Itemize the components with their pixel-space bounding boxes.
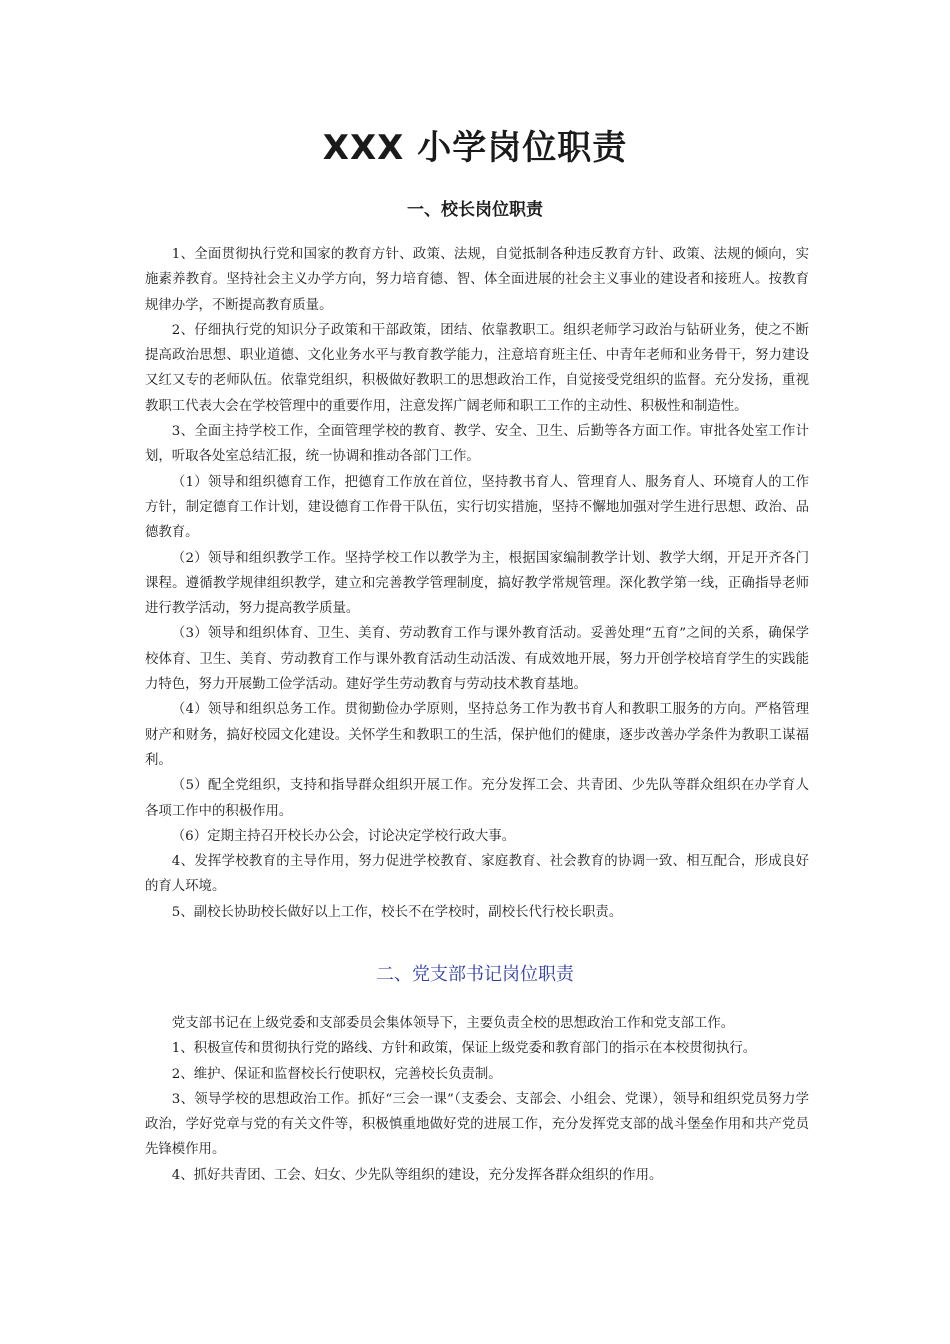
- paragraph: 2、仔细执行党的知识分子政策和干部政策，团结、依靠教职工。组织老师学习政治与钻研业务，使之不断提高政治思想、职业道德、文化业务水平与教育教学能力，注意培育班主任、中青年老师和业务骨干，努力建设又红又专的老师队伍。依靠党组织，积极做好教职工的思想政治工作，自觉接受党组织的监督。充分发扬，重视教职工代表大会在学校管理中的重要作用，注意发挥广阔老师和职工工作的主动性、积极性和制造性。: [145, 322, 809, 414]
- paragraph: （3）领导和组织体育、卫生、美育、劳动教育工作与课外教育活动。妥善处理“五育”之间的关系，确保学校体育、卫生、美育、劳动教育工作与课外教育活动生动活泼、有成效地开展，努力开创学校培育学生的实践能力特色，努力开展勤工俭学活动。建好学生劳动教育与劳动技术教育基地。: [145, 626, 809, 693]
- paragraph: 党支部书记在上级党委和支部委员会集体领导下，主要负责全校的思想政治工作和党支部工作。: [171, 1016, 735, 1031]
- section-body-party-secretary: [145, 1011, 809, 1188]
- paragraph: 4、抓好共青团、工会、妇女、少先队等组织的建设，充分发挥各群众组织的作用。: [171, 1167, 663, 1183]
- paragraph: 2、维护、保证和监督校长行使职权，完善校长负责制。: [171, 1066, 502, 1082]
- paragraph: （2）领导和组织教学工作。坚持学校工作以教学为主，根据国家编制教学计划、教学大纲，开足开齐各门课程。遵循教学规律组织教学，建立和完善教学管理制度，搞好教学常规管理。深化教学第一线，正确指导老师进行教学活动，努力提高教学质量。: [145, 550, 809, 617]
- paragraph: （6）定期主持召开校长办公会，讨论决定学校行政大事。: [171, 828, 516, 844]
- section-body-principal: [145, 242, 809, 925]
- section-heading-principal: 一、校长岗位职责: [407, 200, 543, 220]
- paragraph: （1）领导和组织德育工作，把德育工作放在首位，坚持教书育人、管理育人、服务育人、环境育人的工作方针，制定德育工作计划，建设德育工作骨干队伍，实行切实措施，坚持不懈地加强对学生进行思想、政治、品德教育。: [145, 474, 809, 541]
- paragraph: 3、全面主持学校工作，全面管理学校的教育、教学、安全、卫生、后勤等各方面工作。审批各处室工作计划，听取各处室总结汇报，统一协调和推动各部门工作。: [145, 424, 809, 465]
- paragraph: （4）领导和组织总务工作。贯彻勤俭办学原则，坚持总务工作为教书育人和教职工服务的方向。严格管理财产和财务，搞好校园文化建设。关怀学生和教职工的生活，保护他们的健康，逐步改善办学条件为教职工谋福利。: [145, 702, 809, 768]
- paragraph: 1、全面贯彻执行党和国家的教育方针、政策、法规，自觉抵制各种违反教育方针、政策、法规的倾向，实施素养教育。坚持社会主义办学方向，努力培育德、智、体全面进展的社会主义事业的建设者和接班人。按教育规律办学，不断提高教育质量。: [145, 247, 809, 313]
- paragraph: 1、积极宣传和贯彻执行党的路线、方针和政策，保证上级党委和教育部门的指示在本校贯彻执行。: [171, 1041, 757, 1057]
- paragraph: 5、副校长协助校长做好以上工作，校长不在学校时，副校长代行校长职责。: [171, 904, 623, 920]
- paragraph: 3、领导学校的思想政治工作。抓好“三会一课”（支委会、支部会、小组会、党课），领导和组织党员努力学政治，学好党章与党的有关文件等，积极慎重地做好党的进展工作，充分发挥党支部的战斗堡垒作用和共产党员先锋模作用。: [145, 1091, 809, 1158]
- section-heading-party-secretary: 二、党支部书记岗位职责: [376, 964, 574, 985]
- document-title: XXX 小学岗位职责: [322, 128, 628, 168]
- paragraph: （5）配全党组织，支持和指导群众组织开展工作。充分发挥工会、共青团、少先队等群众组织在办学育人各项工作中的积极作用。: [145, 778, 809, 819]
- paragraph: 4、发挥学校教育的主导作用，努力促进学校教育、家庭教育、社会教育的协调一致、相互配合，形成良好的育人环境。: [145, 854, 809, 895]
